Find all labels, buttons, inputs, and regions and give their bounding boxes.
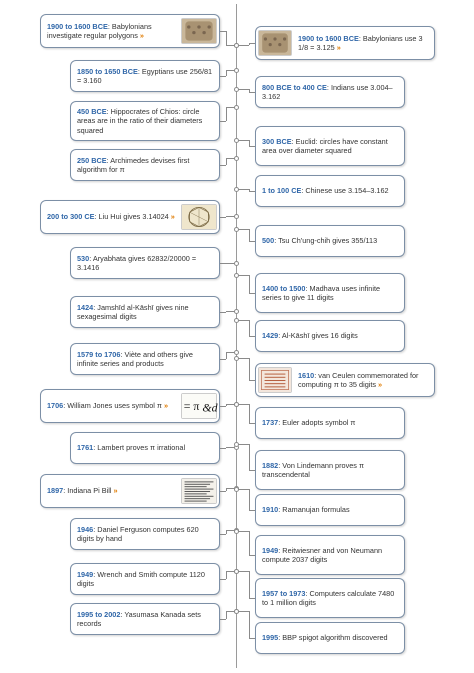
timeline-event-box — [255, 126, 405, 166]
timeline-event-box — [70, 296, 220, 328]
timeline-node — [234, 227, 239, 232]
event-date: 1900 to 1600 BCE — [47, 21, 108, 31]
date-separator: : — [314, 370, 319, 380]
event-date: 1706 — [47, 401, 64, 411]
connector-line — [249, 89, 250, 92]
event-text — [262, 633, 398, 642]
timeline-node — [234, 87, 239, 92]
timeline-event-box — [70, 149, 220, 181]
date-separator: : — [107, 21, 112, 31]
date-separator: : — [106, 155, 111, 165]
timeline-event-box — [255, 622, 405, 654]
event-text — [262, 589, 398, 607]
event-date: 500 — [262, 236, 275, 246]
date-separator: : — [89, 253, 93, 263]
connector-line — [249, 140, 250, 146]
connector-line — [220, 534, 226, 535]
svg-text:= π: = π — [183, 401, 200, 413]
timeline-event-box[interactable] — [255, 363, 435, 397]
timeline-event-box — [255, 494, 405, 526]
event-date: 1995 — [262, 633, 279, 643]
event-description: Chinese use 3.154–3.162 — [305, 186, 389, 196]
event-text — [77, 525, 213, 543]
event-date: 200 to 300 CE — [47, 212, 95, 222]
connector-line — [226, 158, 227, 165]
event-date: 1 to 100 CE — [262, 186, 302, 196]
date-separator: : — [106, 107, 111, 117]
timeline-event-box — [255, 175, 405, 207]
timeline-event-box — [70, 603, 220, 635]
timeline-node — [234, 402, 239, 407]
timeline-node — [234, 309, 239, 314]
event-description: Ramanujan formulas — [282, 505, 350, 515]
timeline-node — [234, 609, 239, 614]
connector-line — [249, 358, 250, 380]
date-separator: : — [278, 633, 283, 643]
timeline-event-box[interactable] — [255, 26, 435, 60]
connector-line — [249, 320, 250, 336]
date-separator: : — [137, 66, 142, 76]
connector-line — [249, 380, 255, 381]
event-description: Archimedes devises first algorithm for π — [77, 155, 190, 174]
date-separator: : — [63, 401, 68, 411]
timeline-event-box[interactable] — [40, 200, 220, 234]
more-link-icon[interactable]: » — [163, 401, 169, 411]
connector-line — [249, 531, 250, 555]
event-description: Viète and others give infinite series and products — [77, 349, 193, 368]
date-separator: : — [278, 331, 282, 341]
connector-line — [220, 579, 226, 580]
date-separator: : — [278, 505, 283, 515]
date-separator: : — [93, 569, 98, 579]
event-description: William Jones uses symbol π — [67, 401, 162, 411]
timeline-node — [234, 487, 239, 492]
timeline-node — [234, 350, 239, 355]
event-text — [47, 486, 177, 495]
connector-line — [249, 241, 255, 242]
event-description: Indiana Pi Bill — [67, 486, 112, 496]
event-text — [77, 254, 213, 272]
timeline-event-box — [255, 450, 405, 490]
event-text — [77, 570, 213, 588]
event-text — [77, 303, 213, 321]
timeline-event-box — [70, 432, 220, 464]
event-text — [262, 137, 398, 155]
timeline-node — [234, 529, 239, 534]
event-description: Yasumasa Kanada sets records — [77, 609, 201, 628]
timeline-event-box — [70, 563, 220, 595]
connector-line — [249, 489, 250, 510]
event-date: 530 — [77, 253, 90, 263]
connector-line — [249, 336, 255, 337]
connector-line — [226, 571, 227, 579]
timeline-event-box[interactable] — [40, 389, 220, 423]
event-date: 1579 to 1706 — [77, 349, 121, 359]
tablet-image[interactable] — [258, 30, 292, 56]
timeline-event-box[interactable] — [40, 14, 220, 48]
event-text — [77, 107, 213, 134]
timeline-node — [234, 356, 239, 361]
connector-line — [249, 510, 255, 511]
event-date: 450 BCE — [77, 107, 107, 117]
event-text — [262, 186, 398, 195]
tombstone-image[interactable] — [258, 367, 292, 393]
connector-line — [249, 275, 250, 293]
date-separator: : — [291, 136, 296, 146]
timeline-event-box — [255, 535, 405, 575]
event-text — [262, 546, 398, 564]
event-date: 1882 — [262, 460, 279, 470]
connector-line — [249, 555, 255, 556]
event-description: Liu Hui gives 3.14024 — [98, 212, 169, 222]
date-separator: : — [305, 588, 310, 598]
event-text — [262, 236, 398, 245]
svg-text:&d: &d — [202, 402, 218, 415]
connector-line — [220, 359, 226, 360]
event-date: 1949 — [77, 569, 94, 579]
connector-line — [249, 191, 255, 192]
more-link-icon[interactable]: » — [170, 212, 175, 222]
event-description: Babylonians investigate regular polygons — [47, 21, 152, 40]
timeline-node — [234, 187, 239, 192]
connector-line — [226, 107, 227, 121]
timeline-node — [234, 105, 239, 110]
event-description: Euclid: circles have constant area over diameter squared — [262, 136, 388, 155]
event-description: Reitwiesner and von Neumann compute 2037 digits — [262, 545, 383, 564]
event-date: 1995 to 2002 — [77, 609, 121, 619]
connector-line — [220, 165, 226, 166]
event-description: Al-Kāshī gives 16 digits — [281, 331, 358, 341]
timeline-node — [234, 569, 239, 574]
event-text — [77, 610, 213, 628]
event-text — [262, 461, 398, 479]
event-text — [77, 350, 213, 368]
timeline-node — [234, 214, 239, 219]
event-description: Madhava uses infinite series to give 11 digits — [262, 283, 381, 302]
event-date: 1910 — [262, 505, 279, 515]
timeline-node — [234, 261, 239, 266]
connector-line — [249, 229, 250, 241]
event-description: Aryabhata gives 62832/20000 = 3.1416 — [77, 253, 197, 272]
connector-line — [249, 444, 250, 470]
connector-line — [226, 611, 227, 619]
connector-line — [249, 638, 255, 639]
event-date: 1737 — [262, 418, 279, 428]
event-description: Babylonians use 3 1/8 = 3.125 — [298, 33, 423, 52]
date-separator: : — [120, 609, 125, 619]
connector-line — [220, 217, 226, 218]
event-date: 250 BCE — [77, 155, 107, 165]
connector-line — [220, 406, 226, 407]
connector-line — [220, 619, 226, 620]
date-separator: : — [93, 302, 98, 312]
event-text — [262, 284, 398, 302]
connector-line — [249, 571, 250, 598]
timeline-node — [234, 442, 239, 447]
connector-line — [249, 598, 255, 599]
event-text — [262, 505, 398, 514]
event-description: Wrench and Smith compute 1120 digits — [77, 569, 205, 588]
connector-line — [249, 146, 255, 147]
connector-line — [220, 448, 226, 449]
pi-symbol-image[interactable] — [181, 393, 217, 419]
event-text — [47, 401, 177, 410]
event-date: 800 BCE to 400 CE — [262, 82, 327, 92]
date-separator: : — [326, 82, 331, 92]
event-date: 1949 — [262, 545, 279, 555]
event-date: 300 BCE — [262, 136, 292, 146]
date-separator: : — [120, 349, 125, 359]
event-text — [77, 443, 213, 452]
timeline-event-box[interactable] — [40, 474, 220, 508]
date-separator: : — [305, 283, 310, 293]
more-link-icon[interactable]: » — [336, 43, 341, 52]
event-date: 1957 to 1973 — [262, 588, 306, 598]
date-separator: : — [93, 524, 98, 534]
event-date: 1850 to 1650 BCE — [77, 66, 138, 76]
date-separator: : — [274, 236, 279, 246]
more-link-icon[interactable]: » — [139, 31, 144, 40]
connector-line — [249, 189, 250, 191]
event-text — [298, 34, 428, 52]
event-text — [262, 331, 398, 340]
polygon-diagram-image[interactable] — [181, 204, 217, 230]
more-link-icon[interactable]: » — [113, 486, 118, 496]
timeline-event-box — [255, 320, 405, 352]
event-date: 1429 — [262, 331, 279, 341]
date-separator: : — [93, 443, 98, 453]
event-date: 1946 — [77, 524, 94, 534]
event-text — [47, 22, 177, 40]
event-description: Lambert proves π irrational — [97, 443, 186, 453]
connector-line — [226, 31, 227, 45]
connector-line — [220, 76, 226, 77]
event-description: Egyptians use 256/81 = 3.160 — [77, 66, 213, 85]
event-date: 1897 — [47, 486, 64, 496]
date-separator: : — [358, 33, 363, 43]
connector-line — [220, 312, 226, 313]
event-description: Euler adopts symbol π — [282, 418, 356, 428]
timeline-event-box — [70, 343, 220, 375]
event-date: 1610 — [298, 370, 315, 380]
more-link-icon[interactable]: » — [378, 380, 383, 389]
date-separator: : — [278, 460, 283, 470]
event-date: 1424 — [77, 302, 94, 312]
connector-line — [249, 423, 255, 424]
connector-line — [226, 352, 227, 359]
timeline-event-box — [255, 225, 405, 257]
event-date: 1900 to 1600 BCE — [298, 33, 359, 43]
event-text — [77, 67, 213, 85]
tablet-image[interactable] — [181, 18, 217, 44]
timeline-node — [234, 273, 239, 278]
event-description: BBP spigot algorithm discovered — [282, 633, 388, 643]
timeline-node — [234, 138, 239, 143]
connector-line — [249, 470, 255, 471]
connector-line — [249, 92, 255, 93]
timeline-node — [234, 318, 239, 323]
event-text — [298, 371, 428, 389]
timeline-node — [234, 156, 239, 161]
event-text — [47, 212, 177, 221]
timeline-node — [234, 43, 239, 48]
date-separator: : — [94, 212, 99, 222]
date-separator: : — [301, 186, 306, 196]
date-separator: : — [63, 486, 68, 496]
timeline-event-box — [255, 273, 405, 313]
date-separator: : — [278, 418, 283, 428]
timeline-event-box — [255, 76, 405, 108]
event-description: Von Lindemann proves π transcendental — [262, 460, 365, 479]
event-description: Computers calculate 7480 to 1 million digits — [262, 588, 395, 607]
connector-line — [249, 293, 255, 294]
connector-line — [249, 404, 250, 423]
event-description: Jamshīd al-Kāshī gives nine sexagesimal digits — [77, 302, 189, 321]
date-separator: : — [278, 545, 283, 555]
timeline-event-box — [255, 407, 405, 439]
connector-line — [220, 491, 226, 492]
event-description: Tsu Ch'ung-chih gives 355/113 — [278, 236, 378, 246]
timeline-event-box — [255, 578, 405, 618]
timeline-event-box — [70, 518, 220, 550]
connector-line — [249, 43, 250, 45]
event-description: Daniel Ferguson computes 620 digits by hand — [77, 524, 199, 543]
bill-document-image[interactable] — [181, 478, 217, 504]
timeline-node — [234, 68, 239, 73]
timeline-event-box — [70, 60, 220, 92]
connector-line — [249, 611, 250, 638]
timeline-event-box — [70, 247, 220, 279]
event-description: Hippocrates of Chios: circle areas are in the ratio of their diameters squared — [77, 107, 203, 135]
event-text — [262, 418, 398, 427]
event-description: Indians use 3.004–3.162 — [262, 82, 393, 101]
event-date: 1761 — [77, 443, 94, 453]
timeline-event-box — [70, 101, 220, 141]
connector-line — [220, 121, 226, 122]
event-description: van Ceulen commemorated for computing π to 35 digits — [298, 370, 419, 389]
event-text — [262, 83, 398, 101]
event-date: 1400 to 1500 — [262, 283, 306, 293]
event-text — [77, 156, 213, 174]
